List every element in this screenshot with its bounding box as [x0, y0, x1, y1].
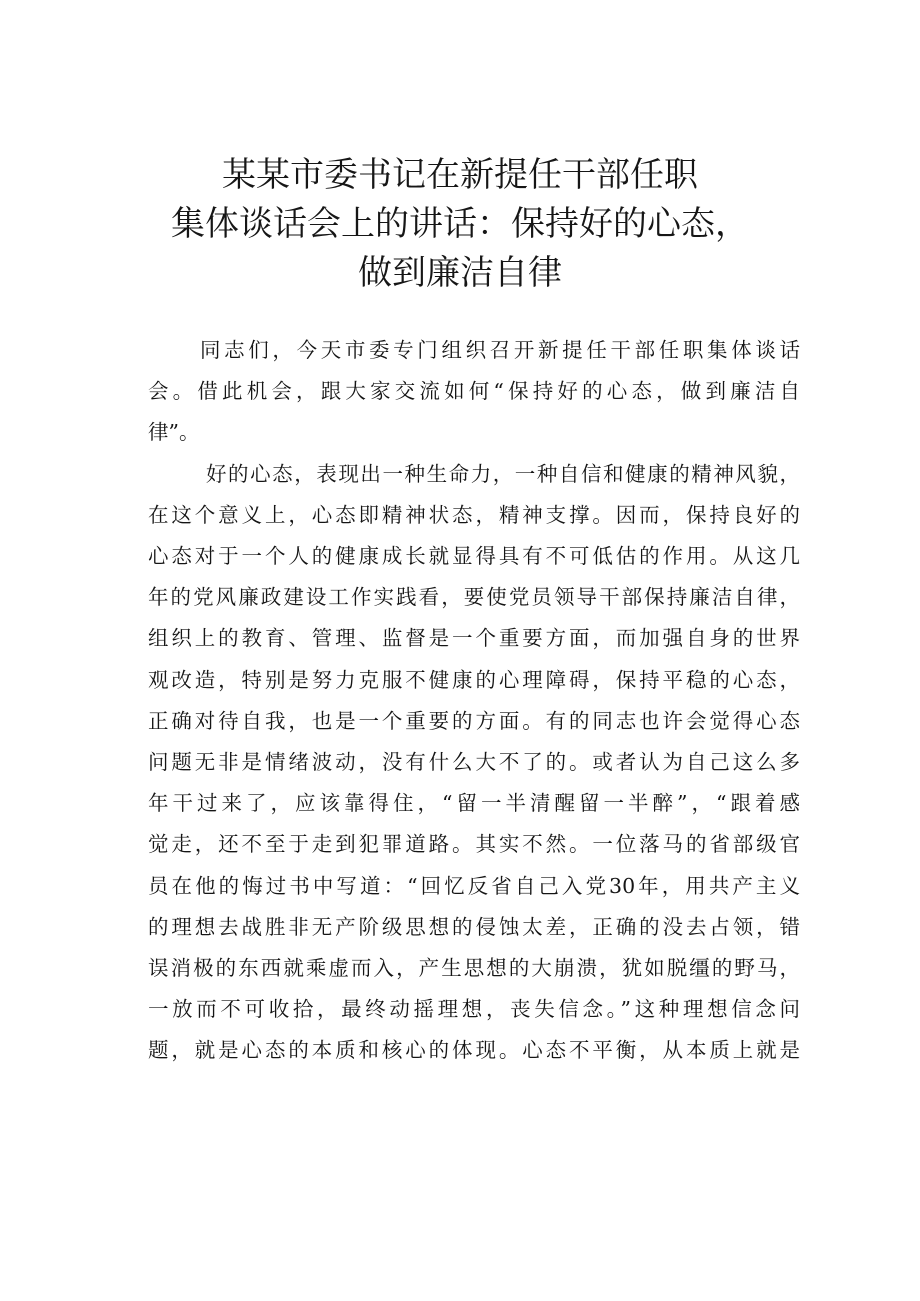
paragraph-1: [148, 330, 800, 454]
body-line: 正确对待自我，也是一个重要的方面。有的同志也许会觉得心态: [148, 708, 800, 733]
body-line: 年干过来了，应该靠得住，“留一半清醒留一半醉”，“跟着感: [148, 791, 800, 816]
title-line: 某某市委书记在新提任干部任职: [222, 155, 698, 195]
body-line: 员在他的悔过书中写道：“回忆反省自己入党30年，用共产主义: [148, 873, 800, 898]
body-line: 年的党风廉政建设工作实践看，要使党员领导干部保持廉洁自律，: [148, 585, 800, 610]
document-body: [148, 330, 800, 1072]
body-line: 观改造，特别是努力克服不健康的心理障碍，保持平稳的心态，: [148, 667, 800, 692]
body-line: 题，就是心态的本质和核心的体现。心态不平衡，从本质上就是: [148, 1038, 800, 1063]
body-line: 在这个意义上，心态即精神状态，精神支撑。因而，保持良好的: [148, 502, 800, 527]
title-line: 集体谈话会上的讲话：保持好的心态，: [171, 204, 749, 244]
body-line: 觉走，还不至于走到犯罪道路。其实不然。一位落马的省部级官: [148, 832, 800, 857]
body-line: 问题无非是情绪波动，没有什么大不了的。或者认为自己这么多: [148, 750, 800, 775]
body-line: 误消极的东西就乘虚而入，产生思想的大崩溃，犹如脱缰的野马，: [148, 956, 800, 981]
body-line: 同志们，今天市委专门组织召开新提任干部任职集体谈话: [200, 338, 800, 362]
title-line: 做到廉洁自律: [358, 253, 562, 293]
document-title: [120, 151, 800, 298]
body-line: 一放而不可收拾，最终动摇理想，丧失信念。”这种理想信念问: [148, 997, 800, 1022]
body-line: 律”。: [148, 420, 200, 445]
body-line: 会。借此机会，跟大家交流如何“保持好的心态，做到廉洁自: [148, 379, 800, 404]
body-line: 心态对于一个人的健康成长就显得具有不可低估的作用。从这几: [148, 544, 800, 569]
body-line: 组织上的教育、管理、监督是一个重要方面，而加强自身的世界: [148, 626, 800, 651]
paragraph-2: [148, 454, 800, 1072]
body-line: 的理想去战胜非无产阶级思想的侵蚀太差，正确的没去占领，错: [148, 914, 800, 939]
body-line: 好的心态，表现出一种生命力，一种自信和健康的精神风貌，: [206, 461, 800, 486]
